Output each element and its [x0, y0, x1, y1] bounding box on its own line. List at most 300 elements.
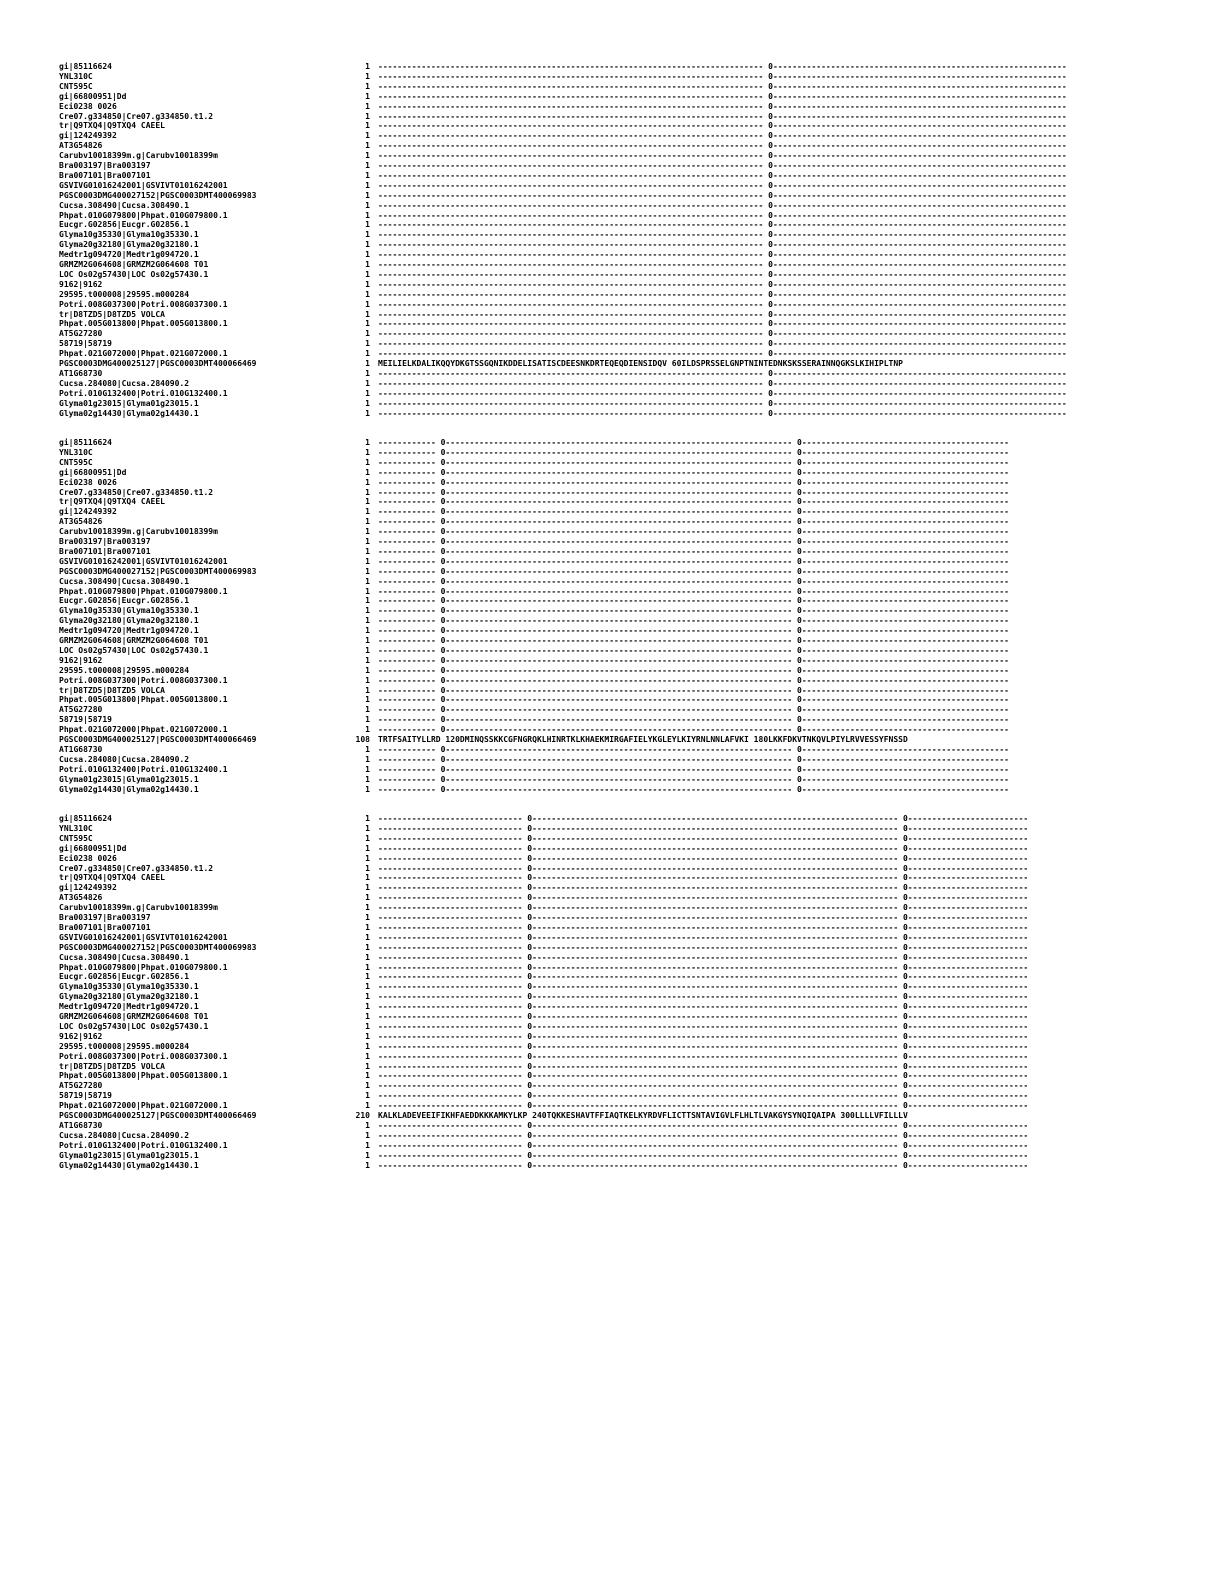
sequence-name: Bra007101|Bra007101	[59, 922, 151, 932]
start-position: 1	[365, 873, 370, 883]
start-position: 1	[365, 932, 370, 942]
sequence-residues: -------------------------------------------------------------------------------- 0-------------------------------------------------------------	[378, 299, 1067, 309]
start-position: 1	[365, 368, 370, 378]
sequence-residues: ------------ 0------------------------------------------------------------------------ 0-------------------------------------------	[378, 537, 1009, 546]
sequence-name: gi|124249392	[59, 507, 117, 517]
start-position: 1	[365, 982, 370, 992]
sequence-residues: ------------ 0------------------------------------------------------------------------ 0-------------------------------------------	[378, 645, 1009, 655]
sequence-residues: ------------------------------ 0---------------------------------------------------------------------------- 0-------------------------	[378, 1091, 1029, 1101]
sequence-name: Bra003197|Bra003197	[59, 913, 151, 922]
sequence-residues: ------------------------------ 0---------------------------------------------------------------------------- 0-------------------------	[378, 1071, 1029, 1081]
sequence-name: Phpat.021G072000|Phpat.021G072000.1	[59, 1101, 228, 1111]
sequence-name: gi|124249392	[59, 131, 117, 141]
sequence-name: tr|Q9TXQ4|Q9TXQ4 CAEEL	[59, 497, 165, 507]
sequence-name: 29595.t000008|29595.m000284	[59, 1041, 190, 1051]
start-position: 1	[365, 972, 370, 982]
sequence-name: gi|85116624	[59, 814, 112, 823]
sequence-residues: ------------ 0------------------------------------------------------------------------ 0-------------------------------------------	[378, 556, 1009, 566]
sequence-residues: ------------------------------ 0---------------------------------------------------------------------------- 0-------------------------	[378, 833, 1029, 843]
sequence-residues: ------------ 0------------------------------------------------------------------------ 0-------------------------------------------	[378, 655, 1009, 665]
sequence-residues: -------------------------------------------------------------------------------- 0-------------------------------------------------------------	[378, 111, 1067, 121]
start-position: 1	[365, 349, 370, 359]
start-position: 1	[365, 121, 370, 131]
start-position: 1	[365, 893, 370, 903]
sequence-name: AT5G27280	[59, 329, 103, 339]
start-position: 1	[365, 655, 370, 665]
sequence-residues: ------------------------------ 0---------------------------------------------------------------------------- 0-------------------------	[378, 893, 1029, 903]
start-position: 1	[365, 576, 370, 586]
sequence-residues: ------------------------------ 0---------------------------------------------------------------------------- 0-------------------------	[378, 1120, 1029, 1130]
sequence-name: Phpat.005G013800|Phpat.005G013800.1	[59, 319, 228, 329]
sequence-name: Potri.010G132400|Potri.010G132400.1	[59, 388, 228, 398]
sequence-residues: ------------ 0------------------------------------------------------------------------ 0-------------------------------------------	[378, 665, 1009, 675]
start-position: 1	[365, 952, 370, 962]
sequence-residues: -------------------------------------------------------------------------------- 0-------------------------------------------------------------	[378, 180, 1067, 190]
start-position: 1	[365, 527, 370, 537]
start-position: 1	[365, 170, 370, 180]
start-position: 1	[365, 260, 370, 269]
sequence-name: Bra007101|Bra007101	[59, 170, 151, 180]
start-position: 1	[365, 843, 370, 853]
sequence-residues: -------------------------------------------------------------------------------- 0-------------------------------------------------------------	[378, 279, 1067, 289]
sequence-residues: ------------ 0------------------------------------------------------------------------ 0-------------------------------------------	[378, 705, 1009, 715]
sequence-name: GRMZM2G064608|GRMZM2G064608 T01	[59, 636, 209, 645]
sequence-name: Glyma10g35330|Glyma10g35330.1	[59, 982, 199, 992]
start-position: 1	[365, 1140, 370, 1150]
sequence-name: AT1G68730	[59, 744, 103, 754]
sequence-name: Potri.010G132400|Potri.010G132400.1	[59, 1140, 228, 1150]
sequence-name: Carubv10018399m.g|Carubv10018399m	[59, 151, 218, 161]
sequence-residues: ------------ 0------------------------------------------------------------------------ 0-------------------------------------------	[378, 764, 1009, 774]
sequence-residues: -------------------------------------------------------------------------------- 0-------------------------------------------------------------	[378, 378, 1067, 388]
sequence-name: AT1G68730	[59, 1120, 103, 1130]
start-position: 1	[365, 596, 370, 606]
sequence-name: Glyma02g14430|Glyma02g14430.1	[59, 1160, 199, 1170]
start-position: 1	[365, 685, 370, 695]
sequence-residues: -------------------------------------------------------------------------------- 0-------------------------------------------------------------	[378, 210, 1067, 220]
sequence-residues: ------------------------------ 0---------------------------------------------------------------------------- 0-------------------------	[378, 1061, 1029, 1071]
sequence-residues: ------------------------------ 0---------------------------------------------------------------------------- 0-------------------------	[378, 1130, 1029, 1140]
sequence-name: Cre07.g334850|Cre07.g334850.t1.2	[59, 863, 214, 873]
start-position: 1	[365, 754, 370, 764]
start-position: 1	[365, 378, 370, 388]
sequence-name: LOC Os02g57430|LOC Os02g57430.1	[59, 645, 209, 655]
start-position: 1	[365, 1012, 370, 1021]
sequence-residues: ------------ 0------------------------------------------------------------------------ 0-------------------------------------------	[378, 507, 1009, 517]
start-position: 1	[365, 1150, 370, 1160]
sequence-residues: -------------------------------------------------------------------------------- 0-------------------------------------------------------------	[378, 398, 1067, 408]
sequence-name: Glyma01g23015|Glyma01g23015.1	[59, 1150, 199, 1160]
sequence-residues: ------------ 0------------------------------------------------------------------------ 0-------------------------------------------	[378, 497, 1009, 507]
sequence-name: PGSC0003DMG400027152|PGSC0003DMT400069983	[59, 566, 257, 576]
sequence-residues: ------------------------------ 0---------------------------------------------------------------------------- 0-------------------------	[378, 863, 1029, 873]
sequence-residues: -------------------------------------------------------------------------------- 0-------------------------------------------------------------	[378, 349, 1067, 359]
start-position: 1	[365, 1021, 370, 1031]
sequence-residues: ------------------------------ 0---------------------------------------------------------------------------- 0-------------------------	[378, 922, 1029, 932]
sequence-residues: ------------ 0------------------------------------------------------------------------ 0-------------------------------------------	[378, 477, 1009, 487]
sequence-residues: -------------------------------------------------------------------------------- 0-------------------------------------------------------------	[378, 388, 1067, 398]
sequence-name: Potri.010G132400|Potri.010G132400.1	[59, 764, 228, 774]
start-position: 1	[365, 784, 370, 794]
start-position: 1	[365, 388, 370, 398]
sequence-name: YNL310C	[59, 823, 93, 833]
sequence-name: gi|66800951|Dd	[59, 467, 127, 477]
start-position: 1	[365, 447, 370, 457]
sequence-residues: ------------------------------ 0---------------------------------------------------------------------------- 0-------------------------	[378, 913, 1029, 922]
sequence-residues: ------------ 0------------------------------------------------------------------------ 0-------------------------------------------	[378, 517, 1009, 527]
sequence-name: Phpat.021G072000|Phpat.021G072000.1	[59, 725, 228, 735]
sequence-name: 29595.t000008|29595.m000284	[59, 289, 190, 299]
sequence-name: Medtr1g094720|Medtr1g094720.1	[59, 250, 199, 260]
sequence-residues: ------------ 0------------------------------------------------------------------------ 0-------------------------------------------	[378, 616, 1009, 626]
sequence-residues: ------------ 0------------------------------------------------------------------------ 0-------------------------------------------	[378, 546, 1009, 556]
sequence-name: Medtr1g094720|Medtr1g094720.1	[59, 626, 199, 636]
start-position: 1	[365, 161, 370, 170]
sequence-residues: -------------------------------------------------------------------------------- 0-------------------------------------------------------------	[378, 329, 1067, 339]
sequence-name: GSVIVG01016242001|GSVIVT01016242001	[59, 180, 228, 190]
start-position: 108	[355, 735, 370, 744]
sequence-residues: ------------------------------ 0---------------------------------------------------------------------------- 0-------------------------	[378, 873, 1029, 883]
sequence-name: Bra007101|Bra007101	[59, 546, 151, 556]
sequence-name: Potri.008G037300|Potri.008G037300.1	[59, 299, 228, 309]
sequence-residues: -------------------------------------------------------------------------------- 0-------------------------------------------------------------	[378, 269, 1067, 279]
sequence-name: 58719|58719	[59, 715, 112, 725]
start-position: 1	[365, 626, 370, 636]
start-position: 1	[365, 1061, 370, 1071]
start-position: 1	[365, 151, 370, 161]
sequence-residues: -------------------------------------------------------------------------------- 0-------------------------------------------------------------	[378, 141, 1067, 151]
sequence-residues: TRTFSAITYLLRD 120DMINQSSKKCGFNGRQKLHINRTKLKHAEKMIRGAFIELYKGLEYLKIYRNLNNLAFVKI 180LKKFDKVTNKQVLPIYLRVVESSYFNSSD	[378, 735, 908, 744]
start-position: 1	[365, 141, 370, 151]
sequence-residues: ------------ 0------------------------------------------------------------------------ 0-------------------------------------------	[378, 467, 1009, 477]
sequence-residues: ------------ 0------------------------------------------------------------------------ 0-------------------------------------------	[378, 447, 1009, 457]
sequence-residues: -------------------------------------------------------------------------------- 0-------------------------------------------------------------	[378, 319, 1067, 329]
start-position: 1	[365, 962, 370, 972]
sequence-residues: KALKLADEVEEIFIKHFAEDDKKKAMKYLKP 240TQKKESHAVTFFIAQTKELKYRDVFLICTTSNTAVIGVLFLHLTLVAKGYSYNQIQAIPA 300LLLLVFILLLV	[378, 1111, 908, 1120]
start-position: 210	[355, 1111, 370, 1120]
sequence-name: Glyma01g23015|Glyma01g23015.1	[59, 774, 199, 784]
sequence-name: PGSC0003DMG400027152|PGSC0003DMT400069983	[59, 942, 257, 952]
start-position: 1	[365, 269, 370, 279]
sequence-name: YNL310C	[59, 447, 93, 457]
sequence-residues: ------------------------------ 0---------------------------------------------------------------------------- 0-------------------------	[378, 992, 1029, 1002]
start-position: 1	[365, 774, 370, 784]
start-position: 1	[365, 1071, 370, 1081]
sequence-name: Eci0238 0026	[59, 853, 117, 863]
sequence-residues: -------------------------------------------------------------------------------- 0-------------------------------------------------------------	[378, 250, 1067, 260]
start-position: 1	[365, 1101, 370, 1111]
start-position: 1	[365, 71, 370, 81]
start-position: 1	[365, 190, 370, 200]
sequence-residues: ------------ 0------------------------------------------------------------------------ 0-------------------------------------------	[378, 725, 1009, 735]
start-position: 1	[365, 131, 370, 141]
sequence-residues: ------------ 0------------------------------------------------------------------------ 0-------------------------------------------	[378, 626, 1009, 636]
sequence-name: Cucsa.308490|Cucsa.308490.1	[59, 200, 190, 210]
sequence-residues: ------------------------------ 0---------------------------------------------------------------------------- 0-------------------------	[378, 843, 1029, 853]
sequence-residues: ------------------------------ 0---------------------------------------------------------------------------- 0-------------------------	[378, 883, 1029, 893]
sequence-residues: ------------------------------ 0---------------------------------------------------------------------------- 0-------------------------	[378, 982, 1029, 992]
sequence-residues: ------------------------------ 0---------------------------------------------------------------------------- 0-------------------------	[378, 1021, 1029, 1031]
start-position: 1	[365, 1120, 370, 1130]
sequence-name: Eucgr.G02856|Eucgr.G02856.1	[59, 596, 190, 606]
sequence-name: gi|85116624	[59, 438, 112, 447]
sequence-name: 9162|9162	[59, 1031, 103, 1041]
sequence-name: Potri.008G037300|Potri.008G037300.1	[59, 1051, 228, 1061]
start-position: 1	[365, 675, 370, 685]
start-position: 1	[365, 616, 370, 626]
sequence-residues: -------------------------------------------------------------------------------- 0-------------------------------------------------------------	[378, 289, 1067, 299]
sequence-residues: ------------------------------ 0---------------------------------------------------------------------------- 0-------------------------	[378, 814, 1029, 823]
start-position: 1	[365, 636, 370, 645]
sequence-name: tr|D8TZD5|D8TZD5 VOLCA	[59, 685, 165, 695]
sequence-name: CNT595C	[59, 833, 93, 843]
sequence-residues: -------------------------------------------------------------------------------- 0-------------------------------------------------------------	[378, 230, 1067, 240]
sequence-name: Potri.008G037300|Potri.008G037300.1	[59, 675, 228, 685]
start-position: 1	[365, 1002, 370, 1012]
start-position: 1	[365, 903, 370, 913]
sequence-residues: -------------------------------------------------------------------------------- 0-------------------------------------------------------------	[378, 121, 1067, 131]
sequence-residues: ------------ 0------------------------------------------------------------------------ 0-------------------------------------------	[378, 754, 1009, 764]
start-position: 1	[365, 1081, 370, 1091]
start-position: 1	[365, 1160, 370, 1170]
sequence-name: Cucsa.284080|Cucsa.284090.2	[59, 754, 190, 764]
start-position: 1	[365, 457, 370, 467]
sequence-name: Bra003197|Bra003197	[59, 161, 151, 170]
sequence-residues: ------------ 0------------------------------------------------------------------------ 0-------------------------------------------	[378, 586, 1009, 596]
start-position: 1	[365, 744, 370, 754]
start-position: 1	[365, 398, 370, 408]
sequence-name: Glyma20g32180|Glyma20g32180.1	[59, 240, 199, 250]
sequence-residues: ------------ 0------------------------------------------------------------------------ 0-------------------------------------------	[378, 438, 1009, 447]
sequence-residues: ------------------------------ 0---------------------------------------------------------------------------- 0-------------------------	[378, 952, 1029, 962]
sequence-name: 58719|58719	[59, 339, 112, 349]
start-position: 1	[365, 210, 370, 220]
start-position: 1	[365, 546, 370, 556]
sequence-residues: ------------------------------ 0---------------------------------------------------------------------------- 0-------------------------	[378, 1031, 1029, 1041]
sequence-name: 9162|9162	[59, 279, 103, 289]
start-position: 1	[365, 220, 370, 230]
sequence-residues: ------------------------------ 0---------------------------------------------------------------------------- 0-------------------------	[378, 932, 1029, 942]
sequence-name: gi|66800951|Dd	[59, 91, 127, 101]
sequence-name: PGSC0003DMG400025127|PGSC0003DMT400066469	[59, 1111, 257, 1120]
start-position: 1	[365, 250, 370, 260]
sequence-residues: ------------ 0------------------------------------------------------------------------ 0-------------------------------------------	[378, 774, 1009, 784]
start-position: 1	[365, 1031, 370, 1041]
start-position: 1	[365, 62, 370, 71]
start-position: 1	[365, 230, 370, 240]
start-position: 1	[365, 101, 370, 111]
sequence-name: tr|D8TZD5|D8TZD5 VOLCA	[59, 309, 165, 319]
sequence-name: Cre07.g334850|Cre07.g334850.t1.2	[59, 487, 214, 497]
start-position: 1	[365, 764, 370, 774]
sequence-name: Cre07.g334850|Cre07.g334850.t1.2	[59, 111, 214, 121]
sequence-name: PGSC0003DMG400027152|PGSC0003DMT400069983	[59, 190, 257, 200]
sequence-name: Bra003197|Bra003197	[59, 537, 151, 546]
sequence-name: 29595.t000008|29595.m000284	[59, 665, 190, 675]
start-position: 1	[365, 467, 370, 477]
start-position: 1	[365, 556, 370, 566]
sequence-name: Glyma10g35330|Glyma10g35330.1	[59, 606, 199, 616]
sequence-residues: ------------ 0------------------------------------------------------------------------ 0-------------------------------------------	[378, 487, 1009, 497]
sequence-name: Eucgr.G02856|Eucgr.G02856.1	[59, 972, 190, 982]
start-position: 1	[365, 408, 370, 418]
start-position: 1	[365, 863, 370, 873]
start-position: 1	[365, 81, 370, 91]
sequence-residues: ------------------------------ 0---------------------------------------------------------------------------- 0-------------------------	[378, 823, 1029, 833]
start-position: 1	[365, 289, 370, 299]
sequence-name: Eci0238 0026	[59, 101, 117, 111]
sequence-residues: ------------------------------ 0---------------------------------------------------------------------------- 0-------------------------	[378, 1101, 1029, 1111]
sequence-residues: ------------------------------ 0---------------------------------------------------------------------------- 0-------------------------	[378, 942, 1029, 952]
start-position: 1	[365, 922, 370, 932]
start-position: 1	[365, 240, 370, 250]
sequence-name: gi|85116624	[59, 62, 112, 71]
start-position: 1	[365, 606, 370, 616]
sequence-residues: -------------------------------------------------------------------------------- 0-------------------------------------------------------------	[378, 101, 1067, 111]
sequence-residues: ------------ 0------------------------------------------------------------------------ 0-------------------------------------------	[378, 566, 1009, 576]
sequence-residues: -------------------------------------------------------------------------------- 0-------------------------------------------------------------	[378, 368, 1067, 378]
start-position: 1	[365, 438, 370, 447]
start-position: 1	[365, 517, 370, 527]
sequence-residues: -------------------------------------------------------------------------------- 0-------------------------------------------------------------	[378, 91, 1067, 101]
sequence-residues: -------------------------------------------------------------------------------- 0-------------------------------------------------------------	[378, 260, 1067, 269]
start-position: 1	[365, 1051, 370, 1061]
sequence-name: GRMZM2G064608|GRMZM2G064608 T01	[59, 260, 209, 269]
sequence-name: CNT595C	[59, 81, 93, 91]
sequence-residues: -------------------------------------------------------------------------------- 0-------------------------------------------------------------	[378, 62, 1067, 71]
start-position: 1	[365, 507, 370, 517]
sequence-residues: ------------ 0------------------------------------------------------------------------ 0-------------------------------------------	[378, 596, 1009, 606]
start-position: 1	[365, 942, 370, 952]
sequence-residues: -------------------------------------------------------------------------------- 0-------------------------------------------------------------	[378, 408, 1067, 418]
sequence-name: AT3G54826	[59, 517, 103, 527]
start-position: 1	[365, 853, 370, 863]
sequence-name: Phpat.010G079800|Phpat.010G079800.1	[59, 586, 228, 596]
sequence-name: Phpat.005G013800|Phpat.005G013800.1	[59, 695, 228, 705]
sequence-name: gi|124249392	[59, 883, 117, 893]
sequence-residues: ------------ 0------------------------------------------------------------------------ 0-------------------------------------------	[378, 685, 1009, 695]
start-position: 1	[365, 319, 370, 329]
sequence-name: CNT595C	[59, 457, 93, 467]
sequence-residues: ------------ 0------------------------------------------------------------------------ 0-------------------------------------------	[378, 606, 1009, 616]
sequence-residues: -------------------------------------------------------------------------------- 0-------------------------------------------------------------	[378, 190, 1067, 200]
sequence-name: gi|66800951|Dd	[59, 843, 127, 853]
sequence-name: Phpat.021G072000|Phpat.021G072000.1	[59, 349, 228, 359]
sequence-name: Phpat.010G079800|Phpat.010G079800.1	[59, 962, 228, 972]
sequence-residues: ------------ 0------------------------------------------------------------------------ 0-------------------------------------------	[378, 695, 1009, 705]
sequence-residues: ------------------------------ 0---------------------------------------------------------------------------- 0-------------------------	[378, 972, 1029, 982]
sequence-residues: ------------------------------ 0---------------------------------------------------------------------------- 0-------------------------	[378, 1012, 1029, 1021]
sequence-name: Glyma02g14430|Glyma02g14430.1	[59, 408, 199, 418]
start-position: 1	[365, 715, 370, 725]
start-position: 1	[365, 359, 370, 368]
sequence-residues: ------------ 0------------------------------------------------------------------------ 0-------------------------------------------	[378, 675, 1009, 685]
sequence-name: 58719|58719	[59, 1091, 112, 1101]
start-position: 1	[365, 823, 370, 833]
start-position: 1	[365, 200, 370, 210]
start-position: 1	[365, 309, 370, 319]
sequence-name: Cucsa.308490|Cucsa.308490.1	[59, 576, 190, 586]
sequence-name: PGSC0003DMG400025127|PGSC0003DMT400066469	[59, 735, 257, 744]
start-position: 1	[365, 725, 370, 735]
sequence-residues: ------------------------------ 0---------------------------------------------------------------------------- 0-------------------------	[378, 1081, 1029, 1091]
sequence-residues: ------------ 0------------------------------------------------------------------------ 0-------------------------------------------	[378, 457, 1009, 467]
start-position: 1	[365, 111, 370, 121]
sequence-name: YNL310C	[59, 71, 93, 81]
sequence-residues: ------------------------------ 0---------------------------------------------------------------------------- 0-------------------------	[378, 1150, 1029, 1160]
sequence-name: Glyma02g14430|Glyma02g14430.1	[59, 784, 199, 794]
sequence-residues: -------------------------------------------------------------------------------- 0-------------------------------------------------------------	[378, 240, 1067, 250]
start-position: 1	[365, 814, 370, 823]
sequence-name: Medtr1g094720|Medtr1g094720.1	[59, 1002, 199, 1012]
start-position: 1	[365, 833, 370, 843]
sequence-residues: ------------ 0------------------------------------------------------------------------ 0-------------------------------------------	[378, 636, 1009, 645]
sequence-residues: ------------ 0------------------------------------------------------------------------ 0-------------------------------------------	[378, 744, 1009, 754]
start-position: 1	[365, 91, 370, 101]
start-position: 1	[365, 705, 370, 715]
sequence-residues: ------------------------------ 0---------------------------------------------------------------------------- 0-------------------------	[378, 903, 1029, 913]
start-position: 1	[365, 586, 370, 596]
start-position: 1	[365, 1130, 370, 1140]
sequence-residues: -------------------------------------------------------------------------------- 0-------------------------------------------------------------	[378, 170, 1067, 180]
sequence-residues: ------------------------------ 0---------------------------------------------------------------------------- 0-------------------------	[378, 853, 1029, 863]
sequence-residues: -------------------------------------------------------------------------------- 0-------------------------------------------------------------	[378, 161, 1067, 170]
sequence-name: tr|Q9TXQ4|Q9TXQ4 CAEEL	[59, 873, 165, 883]
start-position: 1	[365, 487, 370, 497]
start-position: 1	[365, 695, 370, 705]
start-position: 1	[365, 1091, 370, 1101]
sequence-name: LOC Os02g57430|LOC Os02g57430.1	[59, 1021, 209, 1031]
start-position: 1	[365, 497, 370, 507]
sequence-name: Phpat.010G079800|Phpat.010G079800.1	[59, 210, 228, 220]
sequence-residues: ------------ 0------------------------------------------------------------------------ 0-------------------------------------------	[378, 784, 1009, 794]
start-position: 1	[365, 339, 370, 349]
sequence-name: AT3G54826	[59, 141, 103, 151]
sequence-name: GSVIVG01016242001|GSVIVT01016242001	[59, 556, 228, 566]
sequence-name: Glyma01g23015|Glyma01g23015.1	[59, 398, 199, 408]
sequence-name: GRMZM2G064608|GRMZM2G064608 T01	[59, 1012, 209, 1021]
sequence-residues: ------------ 0------------------------------------------------------------------------ 0-------------------------------------------	[378, 715, 1009, 725]
sequence-residues: ------------------------------ 0---------------------------------------------------------------------------- 0-------------------------	[378, 1002, 1029, 1012]
start-position: 1	[365, 992, 370, 1002]
start-position: 1	[365, 665, 370, 675]
start-position: 1	[365, 537, 370, 546]
sequence-name: PGSC0003DMG400025127|PGSC0003DMT400066469	[59, 359, 257, 368]
start-position: 1	[365, 180, 370, 190]
sequence-residues: ------------------------------ 0---------------------------------------------------------------------------- 0-------------------------	[378, 1160, 1029, 1170]
sequence-name: Glyma20g32180|Glyma20g32180.1	[59, 616, 199, 626]
sequence-name: AT5G27280	[59, 1081, 103, 1091]
sequence-residues: -------------------------------------------------------------------------------- 0-------------------------------------------------------------	[378, 339, 1067, 349]
start-position: 1	[365, 913, 370, 922]
sequence-name: AT3G54826	[59, 893, 103, 903]
sequence-name: GSVIVG01016242001|GSVIVT01016242001	[59, 932, 228, 942]
sequence-residues: -------------------------------------------------------------------------------- 0-------------------------------------------------------------	[378, 81, 1067, 91]
sequence-name: Eci0238 0026	[59, 477, 117, 487]
sequence-residues: MEILIELKDALIKQQYDKGTSSGQNIKDDELISATISCDEESNKDRTEQEQDIENSIDQV 60ILDSPRSSELGNPTNINTEDNKSKSSERAINNQGKSLKIHIPLTNP	[378, 359, 903, 368]
sequence-name: Glyma20g32180|Glyma20g32180.1	[59, 992, 199, 1002]
sequence-residues: ------------------------------ 0---------------------------------------------------------------------------- 0-------------------------	[378, 1140, 1029, 1150]
sequence-name: AT5G27280	[59, 705, 103, 715]
sequence-residues: -------------------------------------------------------------------------------- 0-------------------------------------------------------------	[378, 220, 1067, 230]
sequence-name: Cucsa.308490|Cucsa.308490.1	[59, 952, 190, 962]
sequence-name: 9162|9162	[59, 655, 103, 665]
start-position: 1	[365, 477, 370, 487]
start-position: 1	[365, 279, 370, 289]
sequence-residues: -------------------------------------------------------------------------------- 0-------------------------------------------------------------	[378, 131, 1067, 141]
sequence-name: AT1G68730	[59, 368, 103, 378]
start-position: 1	[365, 1041, 370, 1051]
